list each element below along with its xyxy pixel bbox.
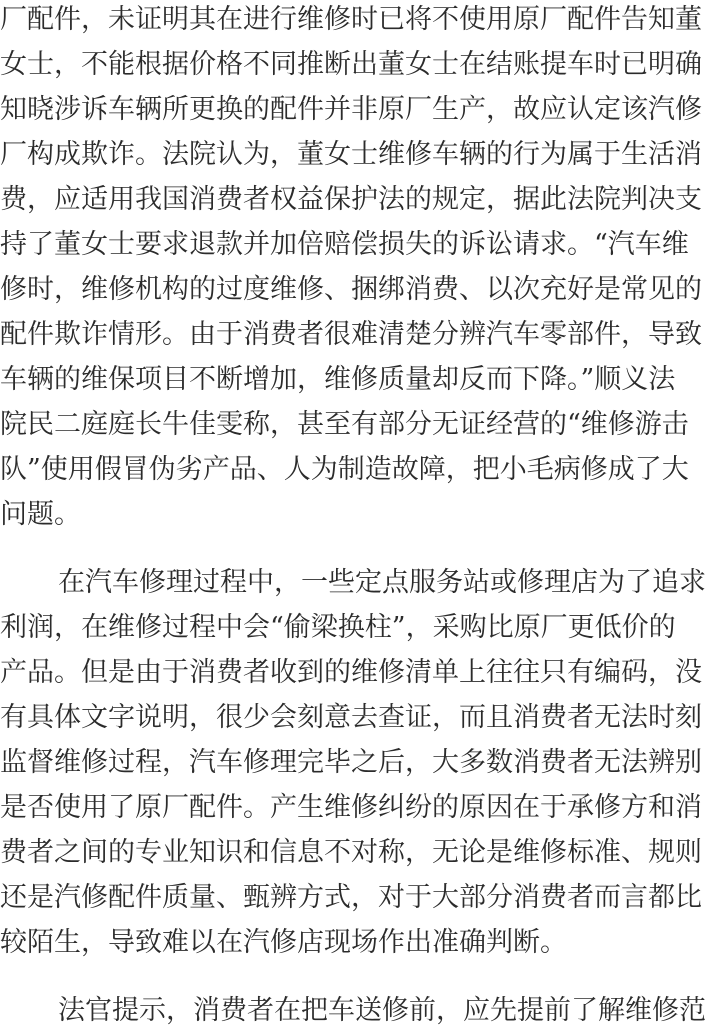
text-line: 问题。 [0, 499, 81, 530]
text-line: 利润，在维修过程中会“偷梁换柱”，采购比原厂更低价的 [0, 612, 676, 643]
text-line: 院民二庭庭长牛佳雯称，甚至有部分无证经营的“维修游击 [0, 409, 689, 440]
text-line: 监督维修过程，汽车修理完毕之后，大多数消费者无法辨别 [0, 747, 702, 778]
text-line: 较陌生，导致难以在汽修店现场作出准确判断。 [0, 927, 567, 958]
text-line: 厂配件，未证明其在进行维修时已将不使用原厂配件告知董 [0, 4, 702, 35]
paragraph-first-line: 在汽车修理过程中，一些定点服务站或修理店为了追求 [58, 567, 706, 598]
text-line: 是否使用了原厂配件。产生维修纠纷的原因在于承修方和消 [0, 792, 702, 823]
text-line: 费者之间的专业知识和信息不对称，无论是维修标准、规则 [0, 837, 702, 868]
text-line: 还是汽修配件质量、甄辨方式，对于大部分消费者而言都比 [0, 882, 702, 913]
paragraph-first-line: 法官提示，消费者在把车送修前，应先提前了解维修范 [58, 995, 706, 1026]
text-line: 有具体文字说明，很少会刻意去查证，而且消费者无法时刻 [0, 702, 702, 733]
text-line: 厂构成欺诈。法院认为，董女士维修车辆的行为属于生活消 [0, 139, 702, 170]
text-line: 车辆的维保项目不断增加，维修质量却反而下降。”顺义法 [0, 364, 676, 395]
text-line: 知晓涉诉车辆所更换的配件并非原厂生产，故应认定该汽修 [0, 94, 702, 125]
text-line: 修时，维修机构的过度维修、捆绑消费、以次充好是常见的 [0, 274, 702, 305]
text-line: 队”使用假冒伪劣产品、人为制造故障，把小毛病修成了大 [0, 454, 689, 485]
text-line: 产品。但是由于消费者收到的维修清单上往往只有编码，没 [0, 657, 702, 688]
text-line: 费，应适用我国消费者权益保护法的规定，据此法院判决支 [0, 184, 702, 215]
text-line: 配件欺诈情形。由于消费者很难清楚分辨汽车零部件，导致 [0, 319, 702, 350]
text-line: 女士，不能根据价格不同推断出董女士在结账提车时已明确 [0, 49, 702, 80]
text-line: 持了董女士要求退款并加倍赔偿损失的诉讼请求。“汽车维 [0, 229, 689, 260]
